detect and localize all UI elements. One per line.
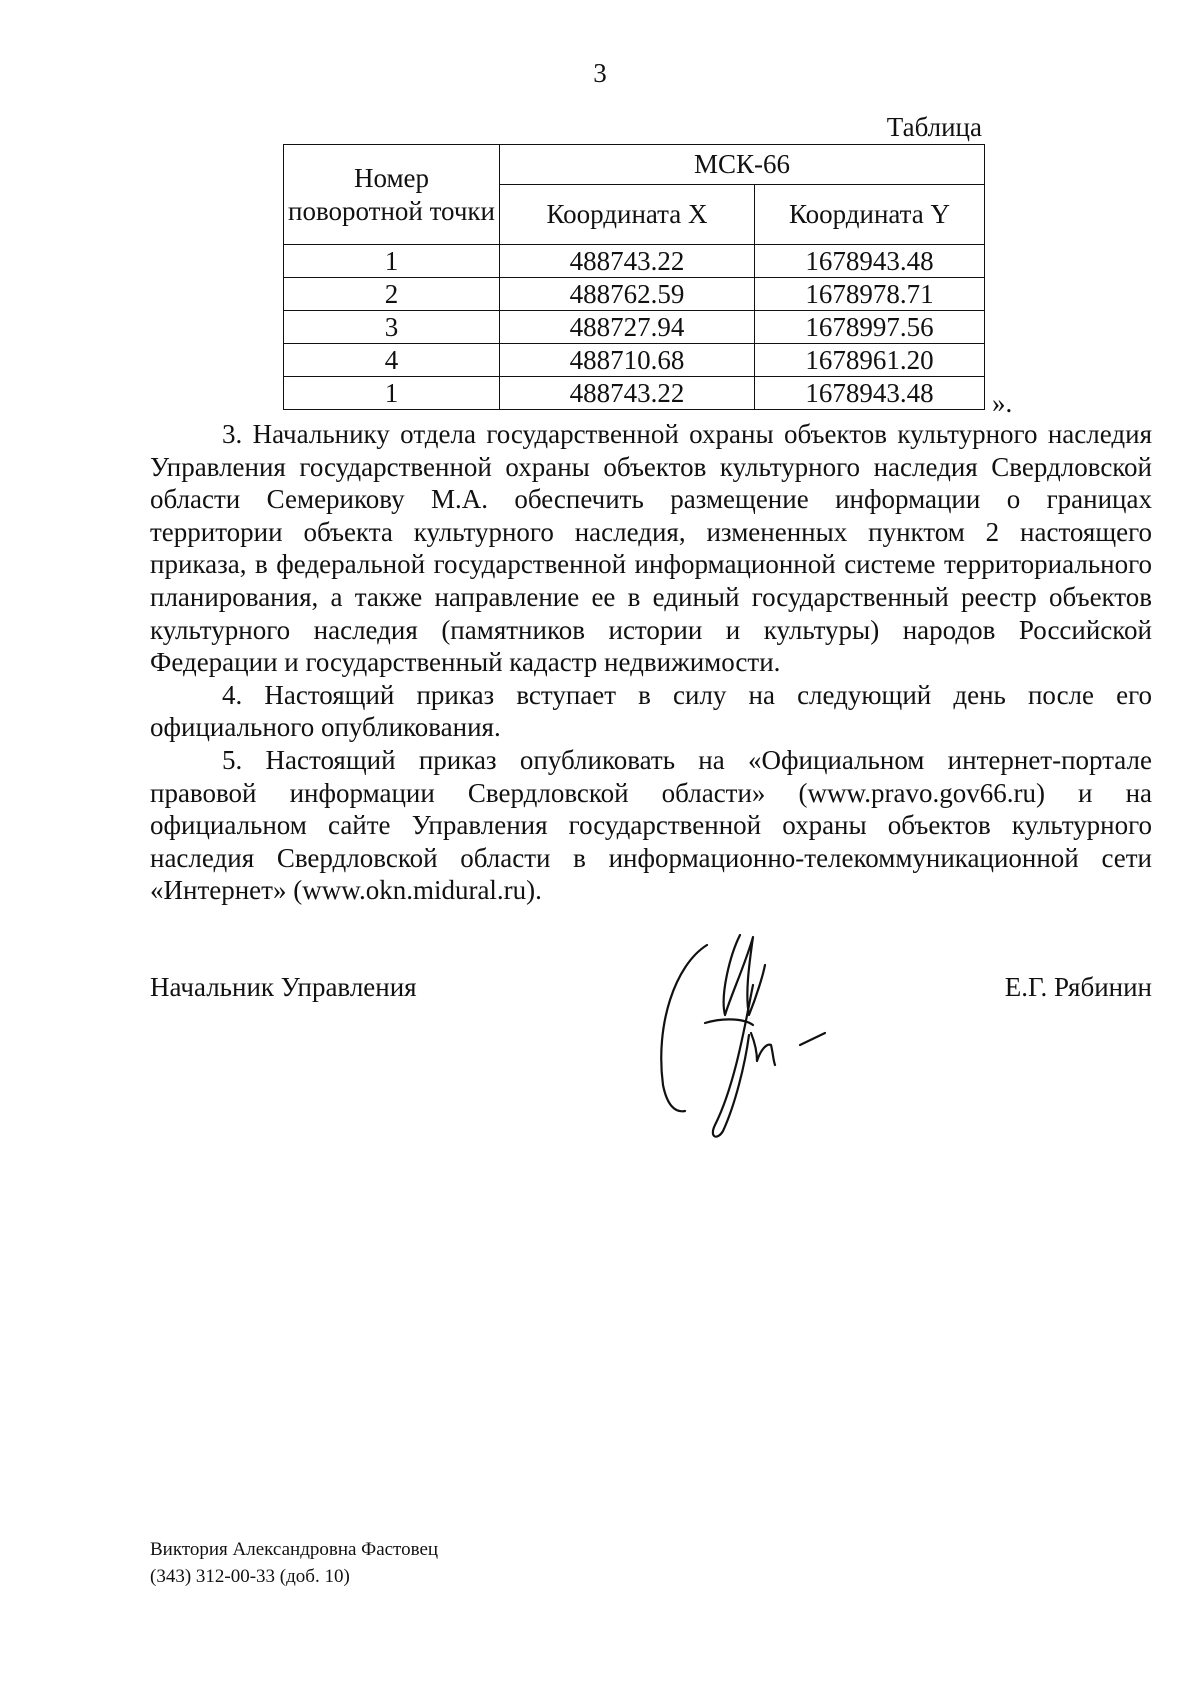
signatory-title: Начальник Управления	[150, 972, 417, 1002]
header-coord-x: Координата X	[500, 185, 755, 245]
page-number: 3	[593, 58, 607, 88]
executor-phone: (343) 312-00-33 (доб. 10)	[150, 1566, 350, 1587]
cell-coord-x: 488727.94	[500, 311, 755, 344]
cell-point-number: 1	[284, 377, 500, 410]
header-coordinate-system: МСК-66	[500, 145, 985, 185]
header-coord-y: Координата Y	[755, 185, 985, 245]
cell-coord-y: 1678943.48	[755, 377, 985, 410]
cell-coord-x: 488762.59	[500, 278, 755, 311]
header-point-number: Номер поворотной точки	[284, 145, 500, 245]
executor-name: Виктория Александровна Фастовец	[150, 1539, 439, 1560]
paragraph-4: 4. Настоящий приказ вступает в силу на следующий день после его официального опубликования.	[150, 679, 1152, 743]
table-row	[284, 311, 985, 344]
cell-point-number: 2	[284, 278, 500, 311]
handwritten-signature	[645, 925, 885, 1165]
cell-coord-y: 1678961.20	[755, 344, 985, 377]
cell-coord-y: 1678978.71	[755, 278, 985, 311]
coordinates-table	[283, 144, 985, 410]
signatory-name: Е.Г. Рябинин	[1004, 972, 1152, 1002]
cell-coord-x: 488743.22	[500, 377, 755, 410]
cell-point-number: 1	[284, 245, 500, 278]
table-row	[284, 278, 985, 311]
table-row	[284, 245, 985, 278]
cell-point-number: 4	[284, 344, 500, 377]
cell-coord-y: 1678997.56	[755, 311, 985, 344]
closing-quote: ».	[992, 388, 1013, 418]
paragraph-5: 5. Настоящий приказ опубликовать на «Официальном интернет-портале правовой информации Свердловской области» (www.pravo.gov66.ru) и на официальном сайте Управления государственной охраны объектов культурного наследия Свердловской области в информационно-телекоммуникационной сети «Интернет» (www.okn.midural.ru).	[150, 744, 1152, 906]
paragraph-3: 3. Начальнику отдела государственной охраны объектов культурного наследия Управления государственной охраны объектов культурного наследия Свердловской области Семерикову М.А. обеспечить размещение информации о границах территории объекта культурного наследия, измененных пунктом 2 настоящего приказа, в федеральной государственной информационной системе территориального планирования, а также направление ее в единый государственный реестр объектов культурного наследия (памятников истории и культуры) народов Российской Федерации и государственный кадастр недвижимости.	[150, 419, 1152, 678]
executor-info	[150, 1536, 438, 1590]
body-text	[150, 418, 1152, 907]
table-row	[284, 344, 985, 377]
table-row	[284, 377, 985, 410]
cell-coord-x: 488710.68	[500, 344, 755, 377]
cell-coord-x: 488743.22	[500, 245, 755, 278]
table-caption: Таблица	[886, 112, 982, 142]
cell-point-number: 3	[284, 311, 500, 344]
cell-coord-y: 1678943.48	[755, 245, 985, 278]
